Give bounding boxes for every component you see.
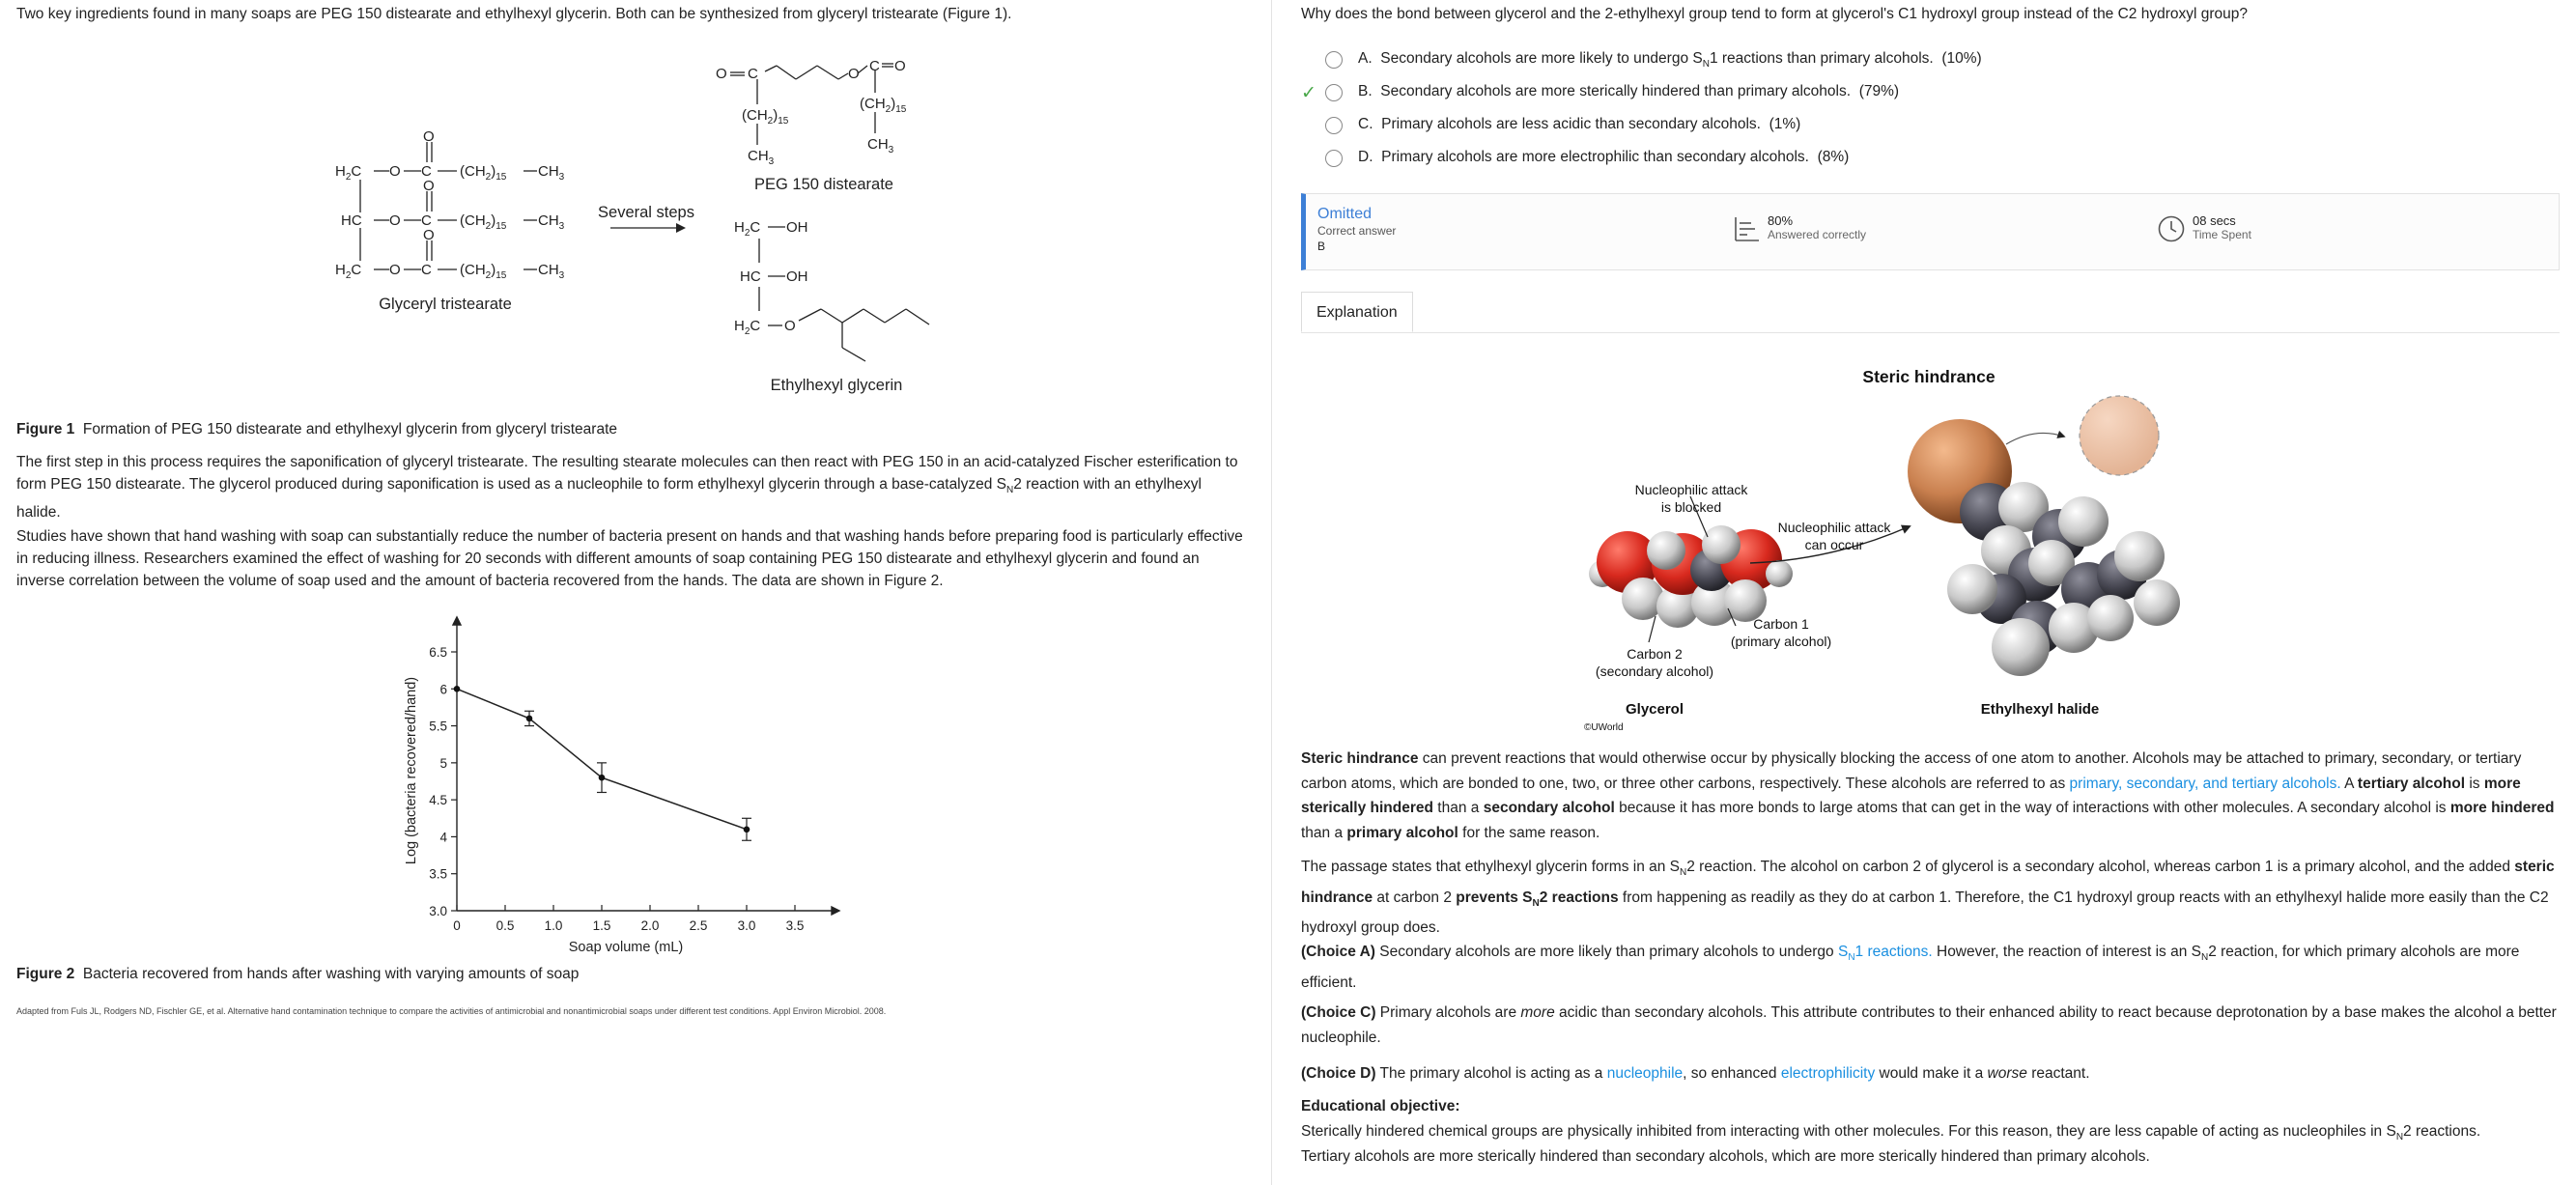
svg-text:C: C xyxy=(421,262,432,278)
panel-divider xyxy=(1271,0,1272,1185)
svg-text:CH3: $CH_3$ xyxy=(538,163,565,183)
data-point xyxy=(526,716,533,722)
several-steps-label: Several steps xyxy=(598,204,694,221)
question-stem: Why does the bond between glycerol and the 2-ethylhexyl group tend to form at glycerol's C1 hydroxyl group instead of the C2 hydroxyl group? xyxy=(1301,6,2249,22)
explanation-choice-d: (Choice D) The primary alcohol is acting as a nucleophile, so enhanced electrophilicity would make it a worse reactant. xyxy=(1301,1065,2090,1082)
svg-text:H2C: $H_2C$ xyxy=(734,318,761,337)
sn1-reactions-link[interactable]: $S_N1$ reactions. xyxy=(1837,944,1933,964)
peg150-label: PEG 150 distearate xyxy=(753,176,894,193)
passage-paragraph-2: Studies have shown that hand washing with soap can substantially reduce the number of bacteria present on hands and that washing hands before preparing food is particularly effective in reducing illness. Researchers examined the effect of washing for 20 seconds with different amounts of soap containing PEG 150 distearate and ethylhexyl glycerin and found an inverse correlation between the volume of soap used and the amount of bacteria recovered from the hands. The data are shown in Figure 2. xyxy=(16,528,1243,589)
reaction-scheme xyxy=(0,39,1265,406)
svg-text:O: O xyxy=(389,212,401,229)
svg-text:H2C: $H_2C$ xyxy=(335,163,362,183)
x-tick-label: 3.5 xyxy=(785,918,805,933)
glycerol-label: Glycerol xyxy=(1625,701,1684,718)
svg-text:CH3: $CH_3$ xyxy=(538,262,565,281)
y-tick-label: 5.5 xyxy=(429,719,447,734)
y-tick-label: 6 xyxy=(439,682,447,697)
x-tick-label: 1.0 xyxy=(544,918,563,933)
svg-text:(CH2)15: $(CH_2)_{15}$ xyxy=(460,262,507,281)
ethylhexyl-halide-model xyxy=(1908,396,2180,676)
y-tick-label: 3.5 xyxy=(429,866,447,882)
passage-paragraph-1: The first step in this process requires the saponification of glyceryl tristearate. The resulting stearate molecules can then react with PEG 150 in an acid-catalyzed Fischer esterification to form PEG 150 distearate. The glycerol produced during saponification is used as a nucleophile to form ethylhexyl glycerin through a base-catalyzed $S_N2$ reaction with an ethylhexyl halide. xyxy=(16,454,1238,522)
y-tick-label: 5 xyxy=(439,755,447,771)
blocked-label-2: is blocked xyxy=(1660,499,1722,515)
nucleophile-link[interactable]: nucleophile xyxy=(1606,1065,1684,1082)
data-point xyxy=(744,826,750,832)
alcohol-types-link[interactable]: primary, secondary, and tertiary alcohols. xyxy=(2069,775,2341,792)
percent-correct-label: Answered correctly xyxy=(1768,228,1867,241)
svg-text:O: O xyxy=(389,262,401,278)
choice-d[interactable] xyxy=(1301,142,2557,175)
svg-text:C: C xyxy=(421,212,432,229)
y-tick-label: 4 xyxy=(439,830,447,845)
choice-c[interactable] xyxy=(1301,109,2557,142)
answer-choices xyxy=(1301,43,2557,175)
result-stats-bar xyxy=(1301,193,2560,270)
chart-svg xyxy=(386,604,889,966)
x-tick-label: 3.0 xyxy=(737,918,756,933)
svg-text:O: O xyxy=(716,66,727,82)
time-spent-stat xyxy=(2156,213,2251,244)
svg-text:O: O xyxy=(894,58,906,74)
radio-a[interactable] xyxy=(1325,51,1343,69)
svg-text:(CH2)15: $(CH_2)_{15}$ xyxy=(742,107,789,127)
choice-b-text: B. Secondary alcohols are more sterically hindered than primary alcohols. (79%) xyxy=(1358,82,1900,99)
data-point xyxy=(454,686,461,692)
x-axis-label: Soap volume (mL) xyxy=(568,940,684,955)
data-line xyxy=(457,689,747,829)
y-axis-arrow xyxy=(453,617,461,625)
educational-objective-text-2: Tertiary alcohols are more sterically hindered than secondary alcohols, which are more sterically hindered than primary alcohols. xyxy=(1301,1148,2150,1165)
y-tick-label: 4.5 xyxy=(429,793,447,808)
x-tick-label: 2.5 xyxy=(689,918,708,933)
steric-diagram-svg xyxy=(1581,357,2315,744)
data-point xyxy=(599,775,606,781)
explanation-choice-a: (Choice A) Secondary alcohols are more likely than primary alcohols to undergo $S_N1$ reactions. However, the reaction of interest is an $S_N2$ reaction, for which primary alcohols are more efficient. xyxy=(1301,944,2520,991)
svg-text:C: C xyxy=(421,163,432,180)
carbon2-label-1: Carbon 2 xyxy=(1627,646,1683,662)
carbon1-label-2: (primary alcohol) xyxy=(1730,634,1832,649)
svg-text:OH: OH xyxy=(786,219,808,236)
steric-hindrance-diagram xyxy=(1581,357,2315,744)
educational-objective-text: Sterically hindered chemical groups are physically inhibited from interacting with other molecules. For this reason, they are less capable of acting as nucleophiles in $S_N2$ reactions. xyxy=(1301,1123,2481,1143)
choice-a[interactable] xyxy=(1301,43,2557,76)
carbon1-label-1: Carbon 1 xyxy=(1753,616,1809,632)
question-panel xyxy=(1301,0,2562,1185)
svg-text:C: C xyxy=(748,66,758,82)
status-omitted: Omitted xyxy=(1317,206,1373,222)
svg-text:CH3: $CH_3$ xyxy=(867,136,894,155)
x-axis-arrow xyxy=(832,907,839,915)
copyright-label: ©UWorld xyxy=(1584,722,1624,733)
radio-c[interactable] xyxy=(1325,117,1343,134)
ethylhexyl-glycerin-label: Ethylhexyl glycerin xyxy=(770,377,903,394)
answer-status xyxy=(1317,206,1396,254)
choice-c-text: C. Primary alcohols are less acidic than secondary alcohols. (1%) xyxy=(1358,115,1801,132)
occur-label-2: can occur xyxy=(1804,537,1864,552)
radio-b[interactable] xyxy=(1325,84,1343,101)
tab-explanation[interactable]: Explanation xyxy=(1301,292,1413,332)
svg-text:H2C: $H_2C$ xyxy=(335,262,362,281)
figure-1-caption: Figure 1 Formation of PEG 150 distearate and ethylhexyl glycerin from glyceryl tristearate xyxy=(16,421,618,437)
svg-text:(CH2)15: $(CH_2)_{15}$ xyxy=(460,212,507,232)
x-tick-label: 2.0 xyxy=(640,918,660,933)
glycerol-model xyxy=(1589,525,1793,628)
y-tick-label: 6.5 xyxy=(429,645,447,660)
radio-d[interactable] xyxy=(1325,150,1343,167)
svg-text:HC: HC xyxy=(341,212,362,229)
correct-check-icon: ✓ xyxy=(1301,82,1316,103)
x-tick-label: 0 xyxy=(453,918,461,933)
svg-text:CH3: $CH_3$ xyxy=(538,212,565,232)
citation: Adapted from Fuls JL, Rodgers ND, Fischler GE, et al. Alternative hand contamination technique to compare the activities of antimicrobial and nonantimicrobial soaps under different test conditions. Appl Environ Microbiol. 2008. xyxy=(16,1006,887,1016)
glyceryl-tristearate-label: Glyceryl tristearate xyxy=(379,296,512,313)
electrophilicity-link[interactable]: electrophilicity xyxy=(1780,1065,1876,1082)
occur-label-1: Nucleophilic attack xyxy=(1777,520,1891,535)
svg-text:(CH2)15: $(CH_2)_{15}$ xyxy=(460,163,507,183)
tab-bar xyxy=(1301,292,2560,333)
svg-text:O: O xyxy=(389,163,401,180)
percent-correct-stat xyxy=(1731,213,1866,244)
svg-text:(CH2)15: $(CH_2)_{15}$ xyxy=(860,96,907,115)
correct-answer-label: Correct answer xyxy=(1317,224,1397,238)
time-spent-value: 08 secs xyxy=(2193,213,2236,228)
percent-correct-value: 80% xyxy=(1768,213,1794,228)
svg-text:CH3: $CH_3$ xyxy=(748,148,775,167)
bar-chart-icon xyxy=(1731,213,1762,244)
figure-2-chart xyxy=(386,604,889,966)
svg-text:O: O xyxy=(423,227,435,243)
choice-a-text: A. Secondary alcohols are more likely to undergo $S_N1$ reactions than primary alcohols. (10%) xyxy=(1358,49,1982,71)
svg-text:HC: HC xyxy=(740,268,761,285)
svg-text:H2C: $H_2C$ xyxy=(734,219,761,239)
explanation-paragraph-2: The passage states that ethylhexyl glycerin forms in an $S_N2$ reaction. The alcohol on carbon 2 of glycerol is a secondary alcohol, whereas carbon 1 is a primary alcohol, and the added steric hindrance at carbon 2 prevents $S_N2$ reactions from happening as readily as they do at carbon 1. Therefore, the C1 hydroxyl group reacts with an ethylhexyl halide more easily than the C2 hydroxyl group does. xyxy=(1301,859,2555,937)
y-axis-label: Log (bacteria recovered/hand) xyxy=(404,676,419,865)
correct-answer-value: B xyxy=(1317,240,1326,253)
blocked-label-1: Nucleophilic attack xyxy=(1634,482,1748,497)
figure-1 xyxy=(0,39,1265,406)
educational-objective-title: Educational objective: xyxy=(1301,1098,1460,1114)
svg-text:O: O xyxy=(848,66,860,82)
choice-d-text: D. Primary alcohols are more electrophilic than secondary alcohols. (8%) xyxy=(1358,148,1850,165)
x-tick-label: 1.5 xyxy=(592,918,611,933)
passage-intro: Two key ingredients found in many soaps are PEG 150 distearate and ethylhexyl glycerin. Both can be synthesized from glyceryl tristearate (Figure 1). xyxy=(16,6,1012,22)
svg-text:O: O xyxy=(423,178,435,194)
svg-text:O: O xyxy=(784,318,796,334)
svg-text:O: O xyxy=(423,128,435,145)
x-tick-label: 0.5 xyxy=(495,918,515,933)
explanation-choice-c: (Choice C) Primary alcohols are more acidic than secondary alcohols. This attribute contributes to their enhanced ability to react because deprotonation by a base makes the alcohol a better nucleophile. xyxy=(1301,1004,2557,1046)
explanation-paragraph-1: Steric hindrance can prevent reactions that would otherwise occur by physically blocking the access of one atom to another. Alcohols may be attached to primary, secondary, or tertiary carbon atoms, which are bonded to one, two, or three other carbons, respectively. These alcohols are referred to as primary, secondary, and tertiary alcohols. A tertiary alcohol is more sterically hindered than a secondary alcohol because it has more bonds to large atoms that can get in the way of interactions with other molecules. A secondary alcohol is more hindered than a primary alcohol for the same reason. xyxy=(1301,750,2555,841)
carbon2-label-2: (secondary alcohol) xyxy=(1595,663,1714,679)
time-spent-label: Time Spent xyxy=(2193,228,2251,241)
figure-2-caption: Figure 2 Bacteria recovered from hands after washing with varying amounts of soap xyxy=(16,966,580,982)
y-tick-label: 3.0 xyxy=(429,904,447,918)
svg-text:C: C xyxy=(869,58,880,74)
diagram-title: Steric hindrance xyxy=(1862,367,1996,386)
halide-label: Ethylhexyl halide xyxy=(1980,701,2100,718)
svg-text:OH: OH xyxy=(786,268,808,285)
choice-b[interactable] xyxy=(1301,76,2557,109)
passage-panel xyxy=(0,0,1265,1185)
clock-icon xyxy=(2156,213,2187,244)
